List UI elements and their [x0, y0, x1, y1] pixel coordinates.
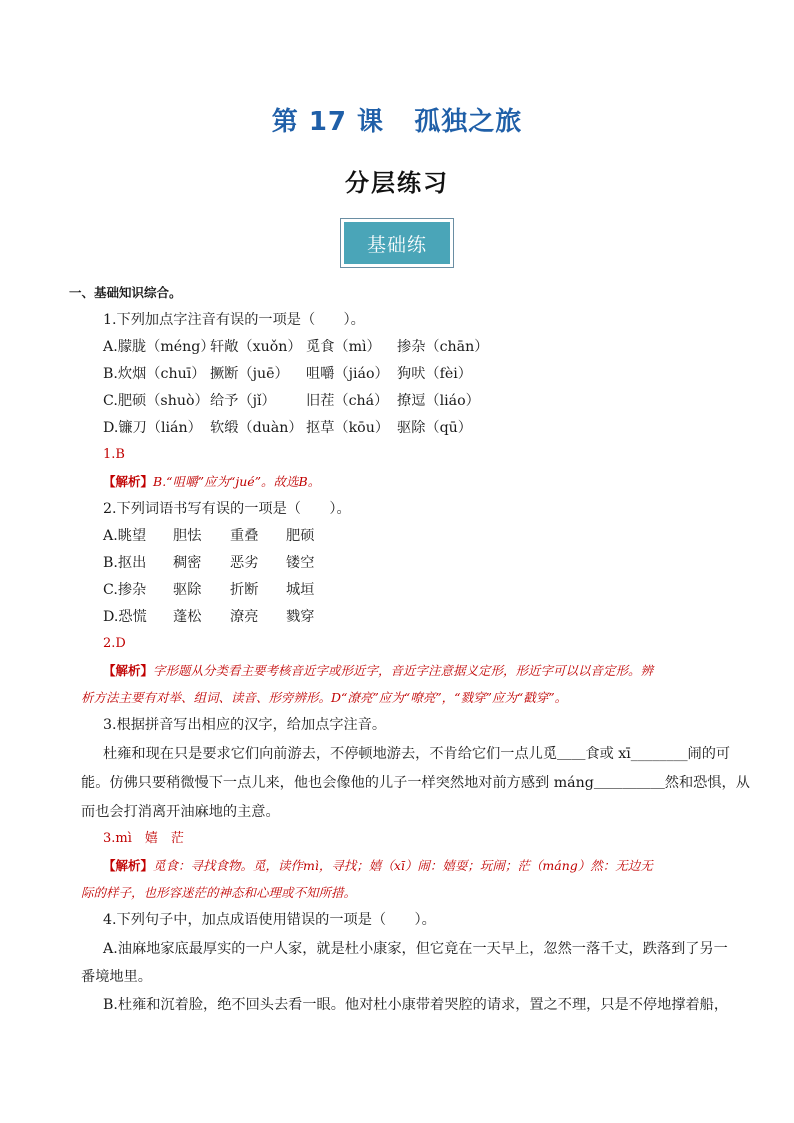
option-item: 蓬松	[173, 609, 202, 625]
option-item: 撅断（juē）	[210, 366, 289, 382]
question-1-option-b	[103, 364, 723, 384]
option-item: 撩逗（liáo）	[397, 393, 480, 409]
option-item: 咀嚼（jiáo）	[306, 366, 389, 382]
analysis-tag: 【解析】	[103, 858, 154, 873]
option-item: D.恐慌	[103, 609, 147, 625]
question-2-analysis-cont: 析方法主要有对举、组词、读音、形旁辨形。D“潦亮”应为“嘹亮”，“戮穿”应为“戳穿”。	[81, 690, 568, 705]
question-3-paragraph: 能。仿佛只要稍微慢下一点儿来，他也会像他的儿子一样突然地对前方感到 máng＿＿＿＿＿然和恐惧，从	[81, 775, 750, 791]
question-4-option-a: A.油麻地家底最厚实的一户人家，就是杜小康家，但它竟在一天早上，忽然一落千丈，跌落到了另一	[103, 941, 728, 957]
analysis-tag: 【解析】	[103, 474, 154, 489]
analysis-text: 字形题从分类看主要考核音近字或形近字，音近字注意据义定形，形近字可以以音定形。辨	[153, 663, 654, 678]
page-subtitle: 分层练习	[345, 169, 449, 197]
option-item: D.镰刀（lián）	[103, 420, 202, 436]
level-badge-label: 基础练	[344, 222, 450, 264]
option-item: 潦亮	[230, 609, 259, 625]
option-item: B.抠出	[103, 555, 147, 571]
question-3-stem: 3.根据拼音写出相应的汉字，给加点字注音。	[103, 717, 387, 733]
question-1-option-d	[103, 418, 723, 438]
section-heading: 一、基础知识综合。	[69, 285, 182, 300]
option-item: 恶劣	[230, 555, 259, 571]
question-3-analysis	[103, 856, 723, 876]
question-1-analysis	[103, 472, 723, 492]
option-item: 胆怯	[173, 528, 202, 544]
option-item: 戮穿	[286, 609, 315, 625]
option-item: 驱除（qū）	[397, 420, 472, 436]
question-2-answer: 2.D	[103, 636, 126, 651]
question-2-option-a	[103, 526, 723, 546]
question-2-option-d	[103, 607, 723, 627]
option-item: B.炊烟（chuī）	[103, 366, 206, 382]
level-badge	[340, 218, 454, 268]
question-3-paragraph: 杜雍和现在只是要求它们向前游去，不停顿地游去，不肯给它们一点儿觅＿＿食或 xī________闹的可	[103, 746, 731, 762]
question-1-option-c	[103, 391, 723, 411]
option-item: 掺杂（chān）	[397, 339, 489, 355]
analysis-text: 觅食：寻找食物。觅，读作mì，寻找；嬉（xī）闹：嬉耍；玩闹；茫（máng）然：无边无	[153, 858, 653, 873]
question-1-stem: 1.下列加点字注音有误的一项是（ ）。	[103, 312, 365, 328]
question-2-stem: 2.下列词语书写有误的一项是（ ）。	[103, 501, 351, 517]
question-2-option-b	[103, 553, 723, 573]
option-item: 驱除	[173, 582, 202, 598]
analysis-tag: 【解析】	[103, 663, 154, 678]
question-3-paragraph: 而也会打消离开油麻地的主意。	[81, 804, 280, 820]
option-item: 旧茬（chá）	[306, 393, 389, 409]
option-item: 肥硕	[286, 528, 315, 544]
question-1-answer: 1.B	[103, 447, 125, 462]
question-4-option-a-cont: 番境地里。	[81, 969, 152, 985]
question-4-stem: 4.下列句子中，加点成语使用错误的一项是（ ）。	[103, 912, 436, 928]
option-item: 抠草（kōu）	[306, 420, 390, 436]
option-item: 折断	[230, 582, 259, 598]
option-item: 觅食（mì）	[306, 339, 381, 355]
option-item: 给予（jǐ）	[210, 393, 276, 409]
option-item: 镂空	[286, 555, 315, 571]
question-3-analysis-cont: 际的样子，也形容迷茫的神态和心理或不知所措。	[81, 885, 357, 900]
question-3-answer: 3.mì 嬉 茫	[103, 831, 184, 846]
lesson-title: 第 17 课 孤独之旅	[271, 107, 523, 137]
option-item: 重叠	[230, 528, 259, 544]
question-1-option-a	[103, 337, 723, 357]
analysis-text: B.“咀嚼”应为“jué”。故选B。	[153, 474, 321, 489]
question-2-option-c	[103, 580, 723, 600]
option-item: 狗吠（fèi）	[397, 366, 472, 382]
option-item: 稠密	[173, 555, 202, 571]
question-4-option-b: B.杜雍和沉着脸，绝不回头去看一眼。他对杜小康带着哭腔的请求，置之不理，只是不停地撑着船，	[103, 997, 729, 1013]
option-item: 城垣	[286, 582, 315, 598]
option-item: A.眺望	[103, 528, 147, 544]
option-item: A.朦胧（méng）	[103, 339, 215, 355]
option-item: 软缎（duàn）	[210, 420, 303, 436]
question-2-analysis	[103, 661, 723, 681]
option-item: C.掺杂	[103, 582, 147, 598]
option-item: C.肥硕（shuò）	[103, 393, 209, 409]
option-item: 轩敞（xuǒn）	[210, 339, 302, 355]
